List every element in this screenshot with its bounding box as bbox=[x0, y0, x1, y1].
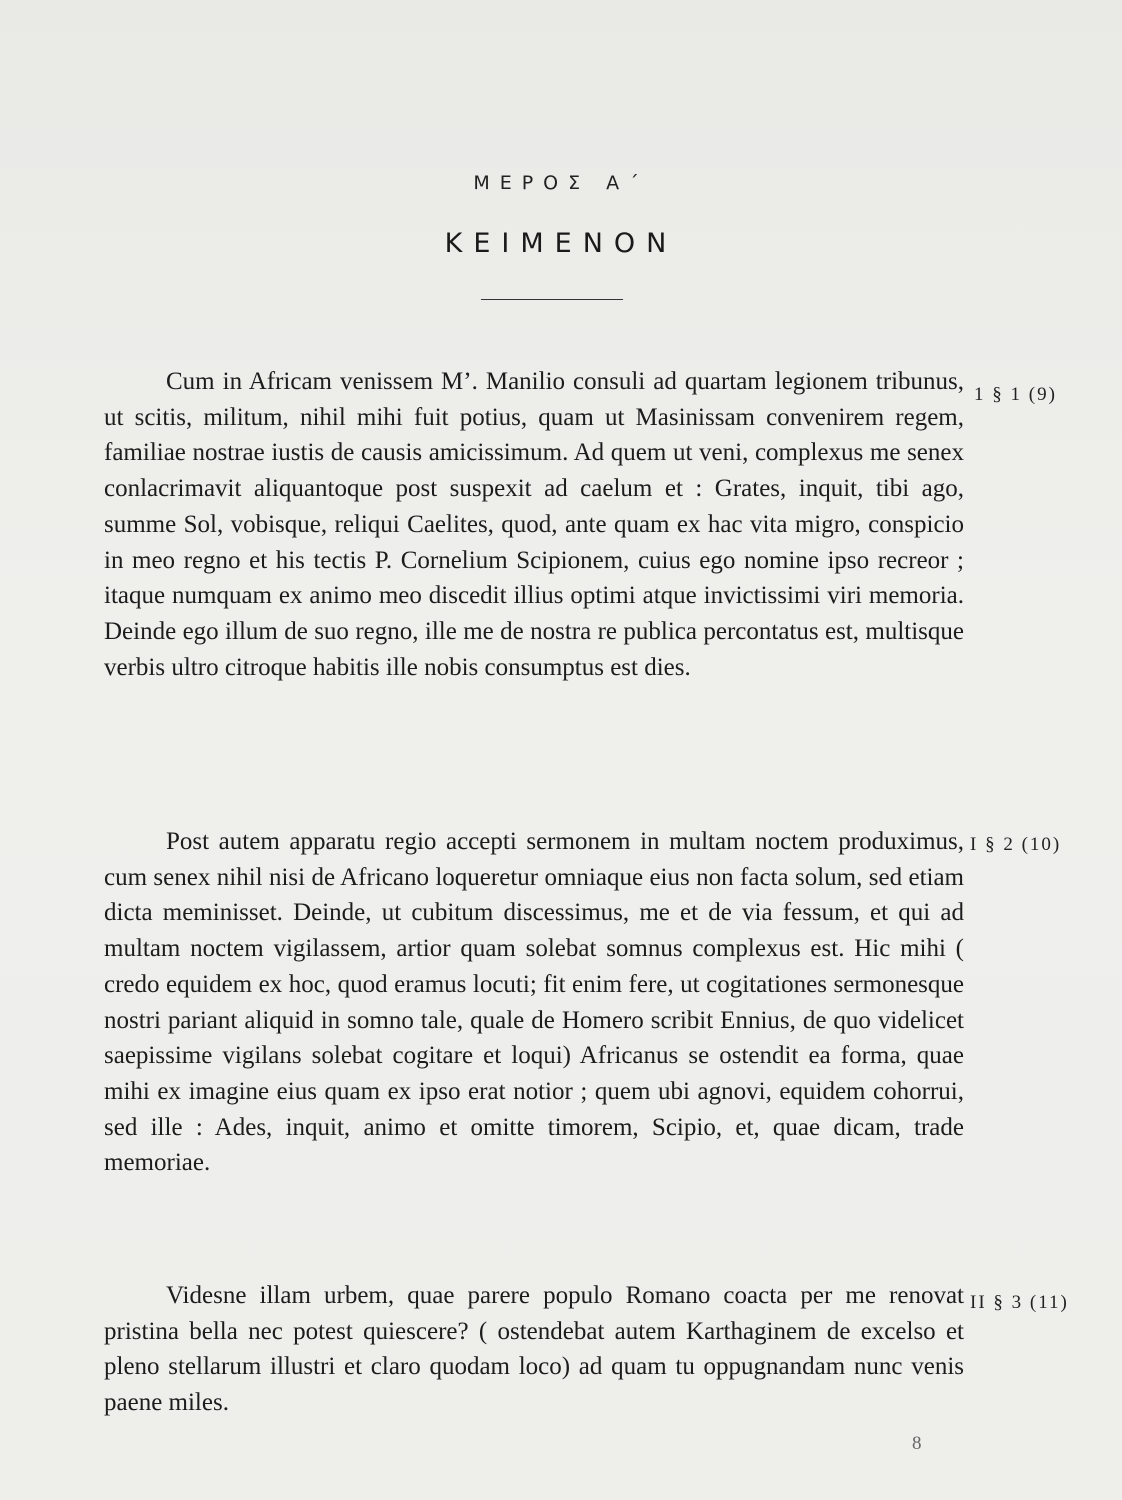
paragraph-1-reference: 1 § 1 (9) bbox=[974, 384, 1057, 405]
paragraph-3: Videsne illam urbem, quae parere populo Romano coacta per me renovat pristina bella nec potest quiescere? ( ostendebat autem Karthaginem de excelso et pleno stellarum illustri et claro quodam loco) ad quam tu oppugnandam nunc venis paene miles. bbox=[104, 1282, 964, 1417]
paragraph-3-reference: II § 3 (11) bbox=[970, 1292, 1069, 1313]
paragraph-2: Post autem apparatu regio accepti sermonem in multam noctem produximus, cum senex nihil nisi de Africano loqueretur omniaque eius non facta solum, sed etiam dicta meminisset. Deinde, ut cubitum discessimus, me et de via fessum, et qui ad multam noctem vigilassem, artior quam solebat somnus complexus est. Hic mihi ( credo equidem ex hoc, quod eramus locuti; fit enim fere, ut cogitationes sermonesque nostri pariant aliquid in somno tale, quale de Homero scribit Ennius, de quo videlicet saepissime vigilans solebat cogitare et loqui) Africanus se ostendit ea forma, quae mihi ex imagine eius quam ex ipso erat notior ; quem ubi agnovi, equidem cohorrui, sed ille : Ades, inquit, animo et omitte timorem, Scipio, et, quae dicam, trade memoriae. bbox=[104, 828, 964, 1177]
page-number: 8 bbox=[912, 1433, 922, 1454]
part-heading: ΜΕΡΟΣ Α΄ bbox=[473, 172, 649, 194]
section-title: ΚΕΙΜΕΝΟΝ bbox=[444, 228, 678, 259]
paragraph-1: Cum in Africam venissem M’. Manilio consuli ad quartam legionem tribunus, ut scitis, militum, nihil mihi fuit potius, quam ut Masinissam convenirem regem, familiae nostrae iustis de causis amicissimum. Ad quem ut veni, complexus me senex conlacrimavit aliquantoque post suspexit ad caelum et : Grates, inquit, tibi ago, summe Sol, vobisque, reliqui Caelites, quod, ante quam ex hac vita migro, conspicio in meo regno et his tectis P. Cornelium Scipionem, cuius ego nomine ipso recreor ; itaque numquam ex animo meo discedit illius optimi atque invictissimi viri memoria. Deinde ego illum de suo regno, ille me de nostra re publica percontatus est, multisque verbis ultro citroque habitis ille nobis consumptus est dies. bbox=[104, 368, 964, 681]
paragraph-2-reference: I § 2 (10) bbox=[970, 834, 1062, 855]
title-divider bbox=[481, 299, 623, 300]
